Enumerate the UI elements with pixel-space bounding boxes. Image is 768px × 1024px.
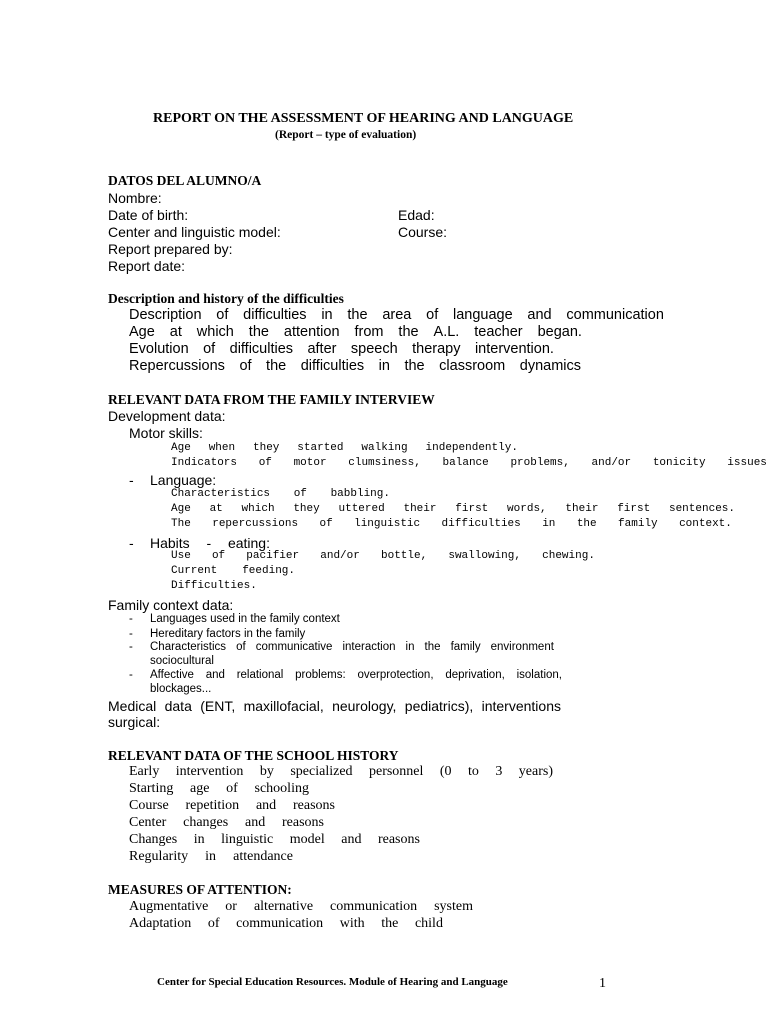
language-item-word: which xyxy=(241,503,275,515)
difficulty-line-word: at xyxy=(169,324,182,340)
context-dash-3: - xyxy=(129,641,133,653)
school-line-word: of xyxy=(226,781,238,796)
school-line-word: attendance xyxy=(233,849,293,864)
measures-line-word: system xyxy=(434,899,473,914)
motor-item-word: Age xyxy=(171,442,191,454)
difficulty-line-word: of xyxy=(239,358,252,374)
language-item-word: difficulties xyxy=(441,518,521,530)
language-dash: - xyxy=(129,472,134,488)
school-line-word: model xyxy=(289,832,325,847)
measures-line-word: alternative xyxy=(253,899,314,914)
motor-item-word: when xyxy=(208,442,236,454)
context-communicative-word: family xyxy=(450,641,481,653)
context-dash-2: - xyxy=(129,628,133,640)
school-line xyxy=(129,832,420,848)
context-communicative-word: Characteristics xyxy=(150,641,227,653)
motor-item-word: started xyxy=(297,442,344,454)
difficulty-line-word: teacher xyxy=(474,324,523,340)
difficulty-line-word: of xyxy=(203,341,216,357)
context-communicative-cont: sociocultural xyxy=(150,655,214,667)
prepared-by-label: Report prepared by: xyxy=(108,241,233,257)
language-item-word: context. xyxy=(679,518,732,530)
habits-item-word: Difficulties. xyxy=(171,580,257,592)
motor-item-word: and/or xyxy=(591,457,632,469)
context-affective-word: Affective xyxy=(150,669,194,681)
measures-line-word: Augmentative xyxy=(129,899,209,914)
medical-word: pediatrics), xyxy=(404,698,474,714)
motor-item xyxy=(171,457,767,469)
habits-item-word: bottle, xyxy=(381,550,428,562)
school-line-word: intervention xyxy=(175,764,244,779)
difficulty-line-word: Repercussions xyxy=(129,358,225,374)
motor-item-word: balance xyxy=(442,457,489,469)
motor-item-word: motor xyxy=(293,457,327,469)
footer-text: Center for Special Education Resources. Module of Hearing and Language xyxy=(157,976,508,988)
habits-item-word: of xyxy=(211,550,226,562)
habits-item-word: swallowing, xyxy=(448,550,521,562)
habits-word: - xyxy=(206,535,212,551)
center-label: Center and linguistic model: xyxy=(108,224,281,240)
difficulty-line-word: and xyxy=(527,307,552,323)
school-line-word: reasons xyxy=(281,815,324,830)
difficulty-line-word: difficulties xyxy=(229,341,294,357)
language-item xyxy=(171,503,735,515)
context-dash-4: - xyxy=(129,669,133,681)
language-item-word: at xyxy=(209,503,223,515)
family-interview-heading: RELEVANT DATA FROM THE FAMILY INTERVIEW xyxy=(108,392,435,407)
medical-word: (ENT, xyxy=(200,698,236,714)
context-affective-word: problems: xyxy=(295,669,346,681)
medical-word: interventions xyxy=(481,698,561,714)
school-line-word: linguistic xyxy=(221,832,274,847)
difficulty-line-word: Age xyxy=(129,324,155,340)
language-item-word: first xyxy=(617,503,651,515)
measures-line-word: or xyxy=(225,899,237,914)
habits-item-word: and/or xyxy=(320,550,360,562)
school-line-word: Course xyxy=(129,798,169,813)
language-item-word: Age xyxy=(171,503,191,515)
habits-item-word: Current xyxy=(171,565,218,577)
medical-data-line xyxy=(108,698,561,715)
measures-line-word: Adaptation xyxy=(129,916,192,931)
language-item-word: their xyxy=(565,503,599,515)
language-item-word: linguistic xyxy=(354,518,421,530)
difficulty-line-word: language xyxy=(452,307,513,323)
school-line-word: Center xyxy=(129,815,167,830)
context-communicative-word: interaction xyxy=(342,641,396,653)
difficulty-line-word: from xyxy=(354,324,384,340)
difficulty-line-word: after xyxy=(307,341,337,357)
school-line-word: and xyxy=(255,798,277,813)
context-communicative-word: environment xyxy=(490,641,554,653)
document-title: REPORT ON THE ASSESSMENT OF HEARING AND LANGUAGE xyxy=(153,111,574,126)
school-line-word: in xyxy=(193,832,205,847)
habits-item xyxy=(171,565,295,577)
context-affective-word: overprotection, xyxy=(357,669,434,681)
difficulty-line-word: therapy xyxy=(412,341,461,357)
difficulties-heading: Description and history of the difficulties xyxy=(108,291,344,306)
measures-line-word: the xyxy=(381,916,399,931)
medical-word: Medical xyxy=(108,698,157,714)
difficulty-line xyxy=(129,358,581,374)
difficulty-line-word: difficulties xyxy=(243,307,307,323)
school-line-word: schooling xyxy=(254,781,309,796)
language-item-word: babbling. xyxy=(330,488,390,500)
measures-line-word: child xyxy=(414,916,443,931)
medical-data-cont: surgical: xyxy=(108,714,161,730)
school-line-word: age xyxy=(190,781,210,796)
context-affective-cont: blockages... xyxy=(150,683,212,695)
motor-skills-label xyxy=(129,425,215,442)
school-line-word: to xyxy=(468,764,479,779)
habits-item-word: pacifier xyxy=(246,550,300,562)
language-item-word: uttered xyxy=(338,503,385,515)
page-number: 1 xyxy=(599,976,606,991)
habits-word: Habits xyxy=(150,535,190,551)
difficulty-line-word: Evolution xyxy=(129,341,189,357)
document-subtitle: (Report – type of evaluation) xyxy=(275,129,417,141)
language-item-word: sentences. xyxy=(668,503,735,515)
school-line-word: specialized xyxy=(290,764,353,779)
context-affective-word: relational xyxy=(236,669,284,681)
language-item-word: words, xyxy=(507,503,547,515)
school-line-word: changes xyxy=(183,815,229,830)
motor-item xyxy=(171,442,518,454)
measures-line-word: with xyxy=(339,916,365,931)
language-item-word: their xyxy=(403,503,437,515)
motor-item-word: issues xyxy=(727,457,767,469)
language-item-word: first xyxy=(455,503,489,515)
school-line-word: Starting xyxy=(129,781,174,796)
difficulty-line xyxy=(129,341,554,357)
difficulty-line-word: which xyxy=(196,324,234,340)
measures-line-word: communication xyxy=(330,899,418,914)
school-line xyxy=(129,849,293,865)
difficulty-line-word: communication xyxy=(566,307,664,323)
difficulty-line-word: dynamics xyxy=(519,358,581,374)
habits-item-word: chewing. xyxy=(542,550,595,562)
difficulty-line-word: in xyxy=(321,307,333,323)
difficulty-line-word: of xyxy=(216,307,229,323)
school-line-word: reasons xyxy=(377,832,420,847)
difficulty-line-word: Description xyxy=(129,307,202,323)
difficulty-line-word: A.L. xyxy=(433,324,460,340)
habits-item xyxy=(171,580,261,592)
habits-word: eating: xyxy=(227,535,270,551)
difficulty-line-word: intervention. xyxy=(474,341,554,357)
motor-item-word: walking xyxy=(361,442,408,454)
language-item-word: of xyxy=(293,488,307,500)
motor-item-word: of xyxy=(258,457,272,469)
context-communicative-word: in xyxy=(405,641,415,653)
language-item-word: in xyxy=(542,518,556,530)
context-affective-word: and xyxy=(205,669,225,681)
language-item-word: Characteristics xyxy=(171,488,271,500)
school-line-word: Changes xyxy=(129,832,178,847)
student-data-heading: DATOS DEL ALUMNO/A xyxy=(108,173,262,188)
difficulty-line xyxy=(129,324,582,340)
motor-item-word: problems, xyxy=(510,457,570,469)
difficulty-line-word: the xyxy=(404,358,425,374)
report-date-label: Report date: xyxy=(108,258,186,274)
school-line xyxy=(129,781,309,797)
habits-item-word: feeding. xyxy=(242,565,295,577)
habits-item-word: Use xyxy=(171,550,191,562)
context-communicative xyxy=(150,641,554,653)
language-item-word: repercussions xyxy=(212,518,299,530)
measures-line-word: of xyxy=(207,916,220,931)
motor-item-word: independently. xyxy=(425,442,518,454)
family-context-label: Family context data: xyxy=(108,597,234,613)
school-line xyxy=(129,764,553,780)
motor-item-word: clumsiness, xyxy=(348,457,421,469)
school-history-heading: RELEVANT DATA OF THE SCHOOL HISTORY xyxy=(108,748,399,763)
measures-heading: MEASURES OF ATTENTION: xyxy=(108,882,292,897)
school-line-word: personnel xyxy=(368,764,424,779)
age-label: Edad: xyxy=(398,207,435,223)
measures-line xyxy=(129,916,443,932)
difficulty-line-word: area xyxy=(382,307,412,323)
habits-item xyxy=(171,550,595,562)
difficulty-line-word: the xyxy=(398,324,419,340)
measures-line xyxy=(129,899,473,915)
school-line xyxy=(129,798,335,814)
context-communicative-word: of xyxy=(236,641,246,653)
language-label: Language: xyxy=(150,472,217,488)
medical-word: neurology, xyxy=(332,698,397,714)
difficulty-line-word: classroom xyxy=(439,358,506,374)
difficulty-line xyxy=(129,307,664,323)
context-dash-1: - xyxy=(129,613,133,625)
school-line-word: and xyxy=(341,832,362,847)
difficulty-line-word: difficulties xyxy=(300,358,365,374)
school-line-word: repetition xyxy=(185,798,240,813)
school-line-word: 3 xyxy=(495,764,503,779)
context-communicative-word: the xyxy=(424,641,441,653)
school-line-word: Early xyxy=(129,764,160,779)
motor-item-word: Indicators xyxy=(171,457,238,469)
school-line-word: (0 xyxy=(439,764,452,779)
language-item xyxy=(171,488,390,500)
course-label: Course: xyxy=(398,224,448,240)
language-item-word: of xyxy=(319,518,333,530)
language-item-word: the xyxy=(576,518,597,530)
school-line-word: and xyxy=(244,815,266,830)
school-line-word: Regularity xyxy=(129,849,189,864)
school-line-word: years) xyxy=(518,764,553,779)
name-label: Nombre: xyxy=(108,190,162,206)
school-line-word: in xyxy=(205,849,217,864)
habits-dash: - xyxy=(129,535,134,551)
difficulty-line-word: the xyxy=(248,324,269,340)
difficulty-line-word: began. xyxy=(537,324,582,340)
measures-line-word: communication xyxy=(236,916,324,931)
language-item-word: family xyxy=(618,518,658,530)
context-affective xyxy=(150,669,562,681)
difficulty-line-word: the xyxy=(266,358,287,374)
difficulty-line-word: in xyxy=(378,358,390,374)
motor-item-word: tonicity xyxy=(652,457,706,469)
language-item-word: they xyxy=(293,503,320,515)
difficulty-line-word: of xyxy=(426,307,439,323)
medical-word: data xyxy=(164,698,192,714)
motor-item-word: they xyxy=(253,442,280,454)
language-item-word: The xyxy=(171,518,191,530)
context-hereditary: Hereditary factors in the family xyxy=(150,628,306,640)
context-affective-word: isolation, xyxy=(516,669,562,681)
school-line-word: by xyxy=(259,764,274,779)
language-item xyxy=(171,518,732,530)
context-affective-word: deprivation, xyxy=(445,669,505,681)
difficulty-line-word: the xyxy=(347,307,368,323)
difficulty-line-word: speech xyxy=(350,341,398,357)
context-languages: Languages used in the family context xyxy=(150,613,340,625)
context-communicative-word: communicative xyxy=(255,641,333,653)
difficulty-line-word: attention xyxy=(283,324,340,340)
school-line-word: reasons xyxy=(292,798,335,813)
medical-word: maxillofacial, xyxy=(243,698,324,714)
dob-label: Date of birth: xyxy=(108,207,189,223)
school-line xyxy=(129,815,324,831)
motor-word: Motor skills: xyxy=(129,425,203,441)
development-data-label: Development data: xyxy=(108,408,226,424)
